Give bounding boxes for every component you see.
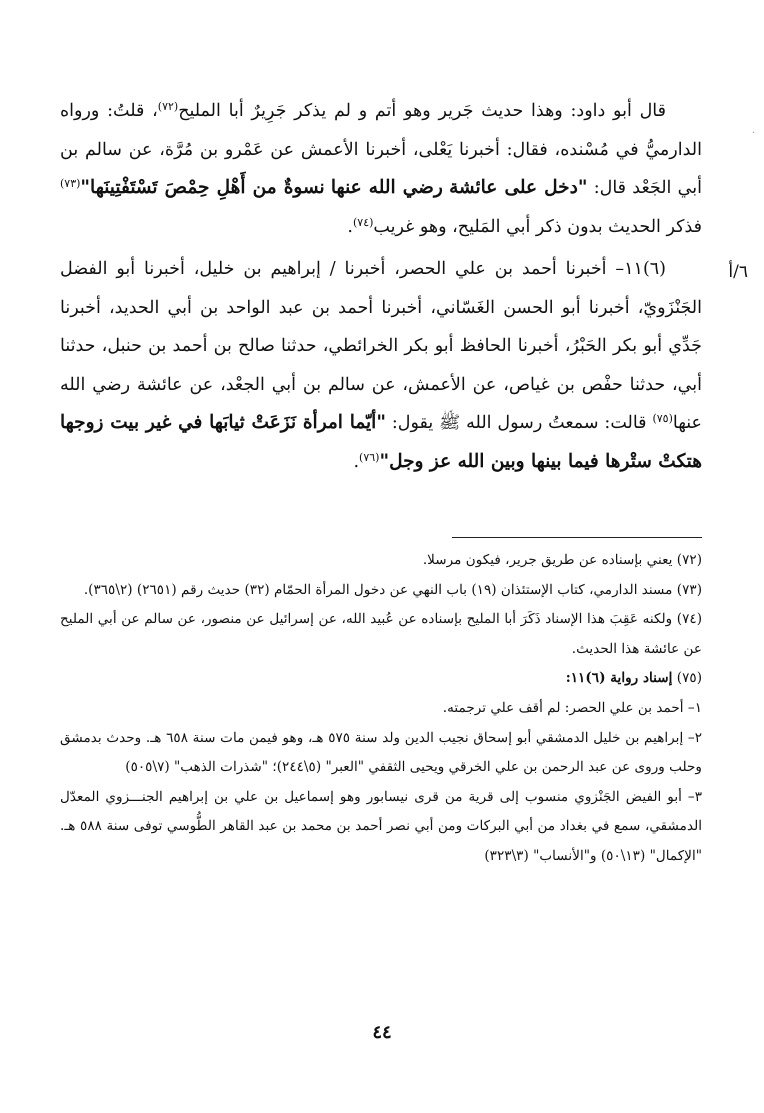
hadith-quote: "أيّما امرأة نَزَعَتْ ثيابَها في غير بيت زوجها هتكتْ ستْرها فيما بينها وبين الله عز وجل" [60, 412, 702, 472]
punctuation: . [347, 216, 353, 237]
footnote-74: (٧٤) ولكنه عَقِبَ هذا الإسناد ذَكَرَ أبا المليح بإسناده عن عُبيد الله، عن إسرائيل عن منصور، عن سالم عن أبي المليح عن عائشة هذا الحديث. [60, 611, 702, 657]
text-segment: فذكر الحديث بدون ذكر أبي المَليح، وهو غريب [373, 216, 702, 237]
narrator-2: ٢– إبراهيم بن خليل الدمشقي أبو إسحاق نجيب الدين ولد سنة ٥٧٥ هـ، وهو فيمن مات سنة ٦٥٨ هـ. وحدث بدمشق وحلب وروى عن عبد الرحمن بن علي الخرقي ويحيى الثقفي "العبر" (٥\٢٤٤)؛ "شذرات الذهب" (٧\٥٠٥) [60, 729, 703, 776]
text-segment: يقول: [391, 413, 434, 433]
paragraph-2 [60, 250, 702, 481]
text-segment: (٦)١١– أخبرنا أحمد بن علي الحصر، أخبرنا / إبراهيم بن خليل، أخبرنا أبو الفضل الجَنْزَويّ، أخبرنا أبو الحسن الغَسّاني، أخبرنا أحمد بن عبد الواحد بن أبي الحديد، أخبرنا جَدِّي أبو بكر الحَبْرُ، أخبرنا الحافظ أبو بكر الخرائطي، حدثنا صالح بن أحمد بن حنبل، حدثنا أبي، حدثنا حفْص بن غياص، عن الأعمش، عن سالم بن أبي الجعْد، عن عائشة [60, 259, 702, 395]
narrator-3: ٣– أبو الفيض الجَنْزوي منسوب إلى قرية من قرى نيسابور وهو إسماعيل بن علي بن إبراهيم الجنـــزوي المعدّل الدمشقي، سمع في بغداد من أبي البركات ومن أبي نصر أحمد بن محمد بن عبد القاهر الطُّوسي توفى سنة ٥٨٨ هـ. "الإكمال" (١٣\٥٠) و"الأنساب" (٣\٣٢٣) [60, 788, 702, 864]
footnote-ref-73: (٧٣) [60, 177, 81, 190]
salla-glyph: ﷺ [439, 413, 461, 433]
narrator-1: ١– أحمد بن علي الحصر: لم أقف علي ترجمته. [442, 699, 702, 716]
footnote-ref-76: (٧٦) [359, 450, 380, 464]
footnote-75-number: (٧٥) [676, 670, 702, 687]
main-text [60, 92, 702, 481]
paragraph-1 [60, 92, 702, 246]
text-segment: قالت: سمعتُ رسول الله [466, 413, 647, 433]
footnote-ref-74: (٧٤) [353, 215, 374, 229]
footnote-separator [452, 537, 702, 538]
footnote-72: (٧٢) يعني بإسناده عن طريق جرير، فيكون مرسلا. [422, 552, 702, 568]
footnote-75 [60, 664, 702, 694]
text-segment: ، قلتُ: ورواه الدارميُّ في مُسْنده، فقال: أخبرنا يَعْلى، أخبرنا الأعمش عن عَمْرو بن مُرَّة، عن سالم بن أبي الجَعْد قال: [60, 101, 702, 198]
footnote-ref-75: (٧٥) [652, 412, 673, 425]
hadith-quote: "دخل على عائشة [449, 177, 588, 198]
text-segment: قال أبو داود: وهذا حديث جَرير وهو أتم و لم يذكر جَرِيرٌ أبا المليح [178, 101, 666, 121]
edge-mark: · [752, 128, 756, 139]
page-number: ٤٤ [372, 1022, 392, 1043]
footnotes [60, 546, 702, 872]
footnote-ref-72: (٧٢) [157, 100, 179, 113]
punctuation: . [353, 451, 360, 472]
hadith-quote: نسوةٌ من أَهْلِ حِمْصَ تَسْتَفْتِينَها" [80, 177, 325, 198]
honorific-glyph: رضي الله عنها [60, 374, 702, 433]
footnote-75-heading: إسناد رواية (٦)١١: [565, 670, 673, 687]
honorific-glyph: رضي الله عنها [330, 177, 443, 198]
footnote-73: (٧٣) مسند الدارمي، كتاب الإستئذان (١٩) باب النهي عن دخول المرأة الحمّام (٣٢) حديث رقم (٢٦٥١) (٢\٣٦٥). [83, 581, 702, 598]
margin-folio-reference: ٦/أ [728, 262, 748, 282]
